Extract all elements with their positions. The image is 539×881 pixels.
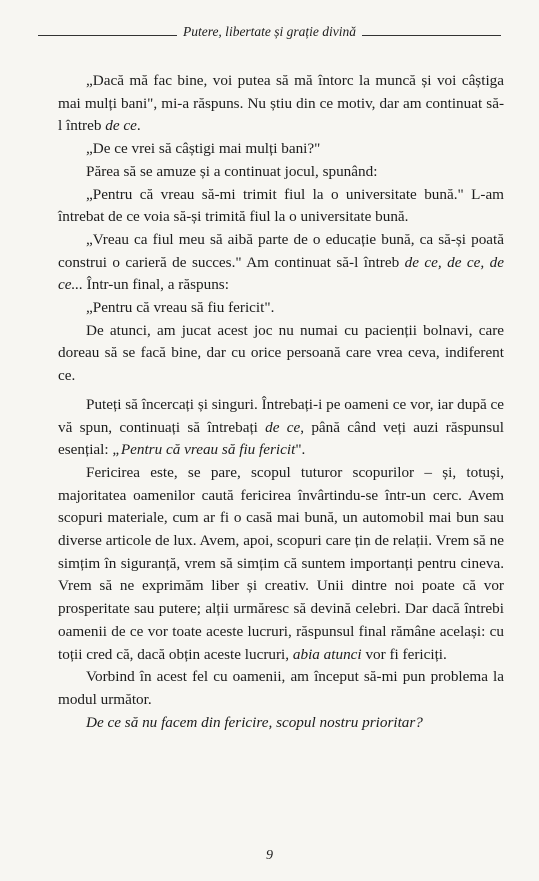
paragraph: „Vreau ca fiul meu să aibă parte de o educație bună, ca să-și poată construi o carieră de succes." Am continuat să-l întreb de ce, de ce, de ce... Într-un final, a răspuns:: [58, 230, 504, 294]
paragraph: „Pentru că vreau să-mi trimit fiul la o universitate bună." L-am întrebat de ce voia să-și trimită fiul la o universitate bună.: [58, 185, 504, 226]
header-rule-left: [38, 35, 177, 36]
paragraph: Fericirea este, se pare, scopul tuturor scopurilor – și, totuși, majoritatea oamenilor caută fericirea învârtindu-se într-un cerc. Avem scopuri materiale, cum ar fi o casă mai bună, un automobil mai bun sau diverse articole de lux. Avem, apoi, scopuri care țin de relații. Vrem să ne simțim în siguranță, vrem să simțim că suntem importanți pentru cineva. Vrem să ne exprimăm liber și creativ. Unii dintre noi poate că vor prosperitate sau putere; alții urmăresc să devină celebri. Dar dacă întrebi oamenii de ce vor toate aceste lucruri, răspunsul final rămâne același: cu toții cred că, dacă obțin aceste lucruri, abia atunci vor fi fericiți.: [58, 463, 504, 663]
paragraph: Părea să se amuze și a continuat jocul, spunând:: [86, 162, 378, 180]
paragraph: Vorbind în acest fel cu oamenii, am început să-mi pun problema la modul următor.: [58, 668, 504, 708]
running-header-title: Putere, libertate și grație divină: [182, 24, 357, 39]
running-header: [38, 22, 501, 42]
paragraph: „Dacă mă fac bine, voi putea să mă întorc la muncă și voi câștiga mai mulți bani", mi-a răspuns. Nu știu din ce motiv, dar am continuat să-l întreb de ce.: [58, 72, 504, 135]
header-rule-right: [362, 35, 501, 36]
page-number: 9: [266, 848, 273, 863]
paragraph: „Pentru că vreau să fiu fericit".: [86, 299, 275, 317]
paragraph: De atunci, am jucat acest joc nu numai cu pacienții bolnavi, care doreau să se facă bine, dar cu orice persoană care vrea ceva, indiferent ce.: [58, 321, 504, 385]
paragraph: Puteți să încercați și singuri. Întrebați-i pe oameni ce vor, iar după ce vă spun, continuați să întrebați de ce, până când veți auzi răspunsul esențial: „Pentru că vreau să fiu fericit".: [58, 395, 504, 459]
page-body: [58, 70, 504, 734]
closing-question: De ce să nu facem din fericire, scopul nostru prioritar?: [86, 713, 423, 731]
paragraph: „De ce vrei să câștigi mai mulți bani?": [86, 140, 321, 158]
